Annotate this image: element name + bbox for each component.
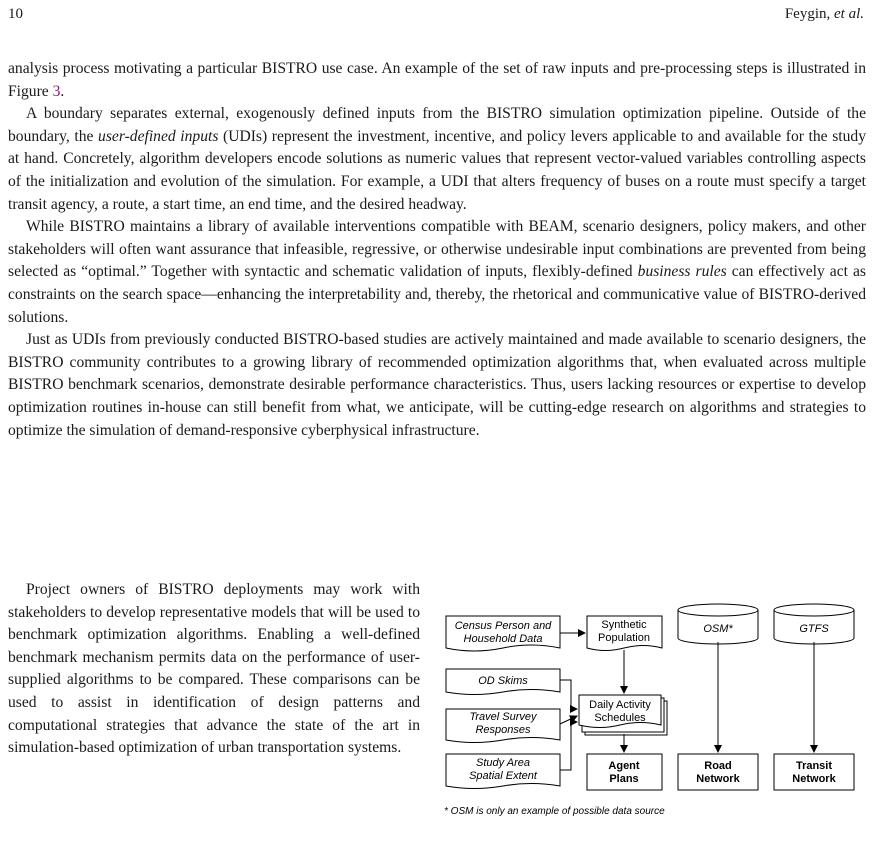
p1-text: analysis process motivating a particular BISTRO use case. An example of the set of raw inputs and pre-processing steps is illustrated in Figure: [8, 60, 866, 100]
running-head-etal: et al.: [834, 6, 864, 22]
daily-activity-label-2: Schedules: [594, 712, 646, 724]
agent-plans-label-1: Agent: [608, 760, 640, 772]
p2-text-a: A boundary separates external, exogenously defined inputs from the BISTRO simulation optimization pipeline. Outside of the boundary, the: [8, 105, 866, 145]
road-network-label-1: Road: [704, 760, 732, 772]
paragraph-5: Project owners of BISTRO deployments may work with stakeholders to develop representative models that will be used to benchmark optimization algorithms. Enabling a well-defined benchmark mechanism permits data on the performance of user-supplied algorithms to be compared. These comparisons can be used to assist in identification of design patterns and computational strategies that advance the state of the art in simulation-based optimization of urban transportation systems.: [8, 581, 420, 757]
body-text: [8, 58, 866, 442]
road-network-label-2: Network: [696, 773, 740, 785]
p2-text-b: (UDIs) represent the investment, incentive, and policy levers applicable to and available for the study at hand. Concretely, algorithm developers encode solutions as numeric values that represent vector-valued variables controlling aspects of the initialization and evolution of the simulation. For example, a UDI that alters frequency of buses on a route must specify a target transit agency, a route, a start time, an end time, and the desired headway.: [8, 127, 866, 213]
synthetic-label-2: Population: [598, 632, 650, 644]
figure-footnote: * OSM is only an example of possible data source: [444, 806, 665, 817]
flow-diagram: [440, 576, 864, 826]
synthetic-label-1: Synthetic: [601, 619, 647, 631]
agent-plans-label-2: Plans: [609, 773, 639, 785]
page-header: [8, 6, 864, 28]
running-head-authors: Feygin,: [784, 6, 834, 22]
p3-emphasis: business rules: [637, 263, 727, 281]
transit-network-label-1: Transit: [795, 760, 833, 772]
paragraph-1: [8, 58, 866, 103]
gtfs-label: GTFS: [799, 623, 829, 635]
figure-ref-link[interactable]: 3: [52, 82, 61, 100]
travel-survey-label-2: Responses: [475, 724, 531, 736]
study-area-label-1: Study Area: [475, 757, 531, 769]
census-label-1: Census Person and: [454, 620, 552, 632]
study-area-label-2: Spatial Extent: [469, 770, 537, 782]
transit-network-label-2: Network: [792, 773, 836, 785]
figure-3-diagram: [440, 576, 864, 826]
p3-text-b: can effectively act as constraints on the search space—enhancing the interpretability and, thereby, the rhetorical and communicative value of BISTRO-derived solutions.: [8, 263, 866, 326]
census-label-2: Household Data: [463, 633, 543, 645]
p3-text-a: While BISTRO maintains a library of available interventions compatible with BEAM, scenario designers, policy makers, and other stakeholders will often want assurance that infeasible, regressive, or otherwise undesirable input combinations are prevented from being selected as “optimal.” Together with syntactic and schematic validation of inputs, flexibly-defined: [8, 218, 866, 281]
paragraph-4: Just as UDIs from previously conducted BISTRO-based studies are actively maintained and made available to scenario designers, the BISTRO community contributes to a growing library of recommended optimization algorithms that, when evaluated across multiple BISTRO benchmark scenarios, demonstrate desirable performance characteristics. Thus, users lacking resources or expertise to develop optimization routines in-house can still benefit from what, we anticipate, will be cutting-edge research on algorithms and strategies to optimize the simulation of demand-responsive cyberphysical infrastructure.: [8, 331, 866, 439]
osm-label: OSM*: [703, 623, 733, 635]
od-skims-label: OD Skims: [478, 675, 528, 687]
page-number: 10: [8, 6, 23, 22]
travel-survey-label-1: Travel Survey: [469, 711, 537, 723]
paragraph-2: [8, 103, 866, 216]
p2-emphasis: user-defined inputs: [98, 127, 219, 145]
paragraph-3: [8, 216, 866, 329]
running-head: [785, 6, 864, 23]
p1-end: .: [60, 82, 65, 100]
daily-activity-label-1: Daily Activity: [589, 699, 651, 711]
wrapped-column: [8, 579, 420, 760]
